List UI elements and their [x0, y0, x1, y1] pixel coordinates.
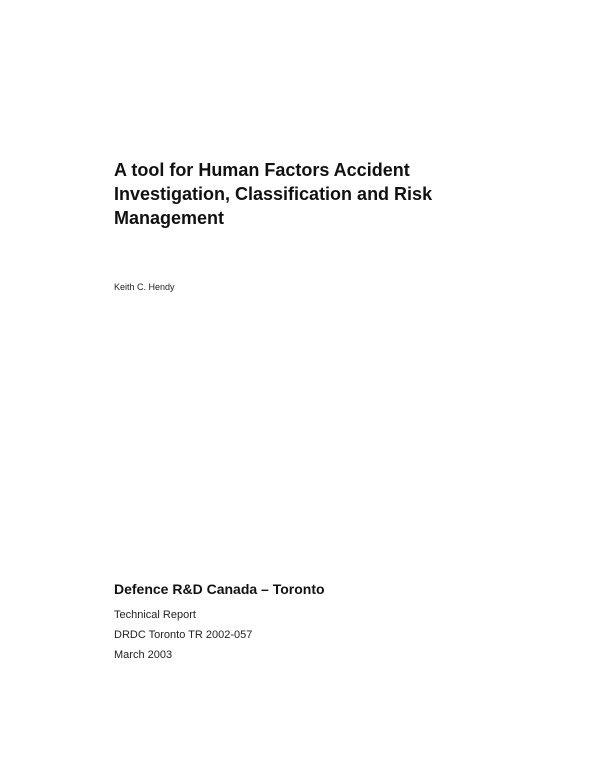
publication-date: March 2003 [114, 649, 173, 661]
organization-name: Defence R&D Canada – Toronto [114, 581, 325, 597]
title-line-2: Investigation, Classification and Risk [114, 184, 433, 204]
title-line-3: Management [114, 208, 225, 228]
report-type: Technical Report [114, 609, 196, 621]
author-name: Keith C. Hendy [114, 282, 175, 292]
title-line-1: A tool for Human Factors Accident [114, 160, 410, 180]
document-title [114, 158, 534, 230]
report-number: DRDC Toronto TR 2002-057 [114, 629, 253, 641]
